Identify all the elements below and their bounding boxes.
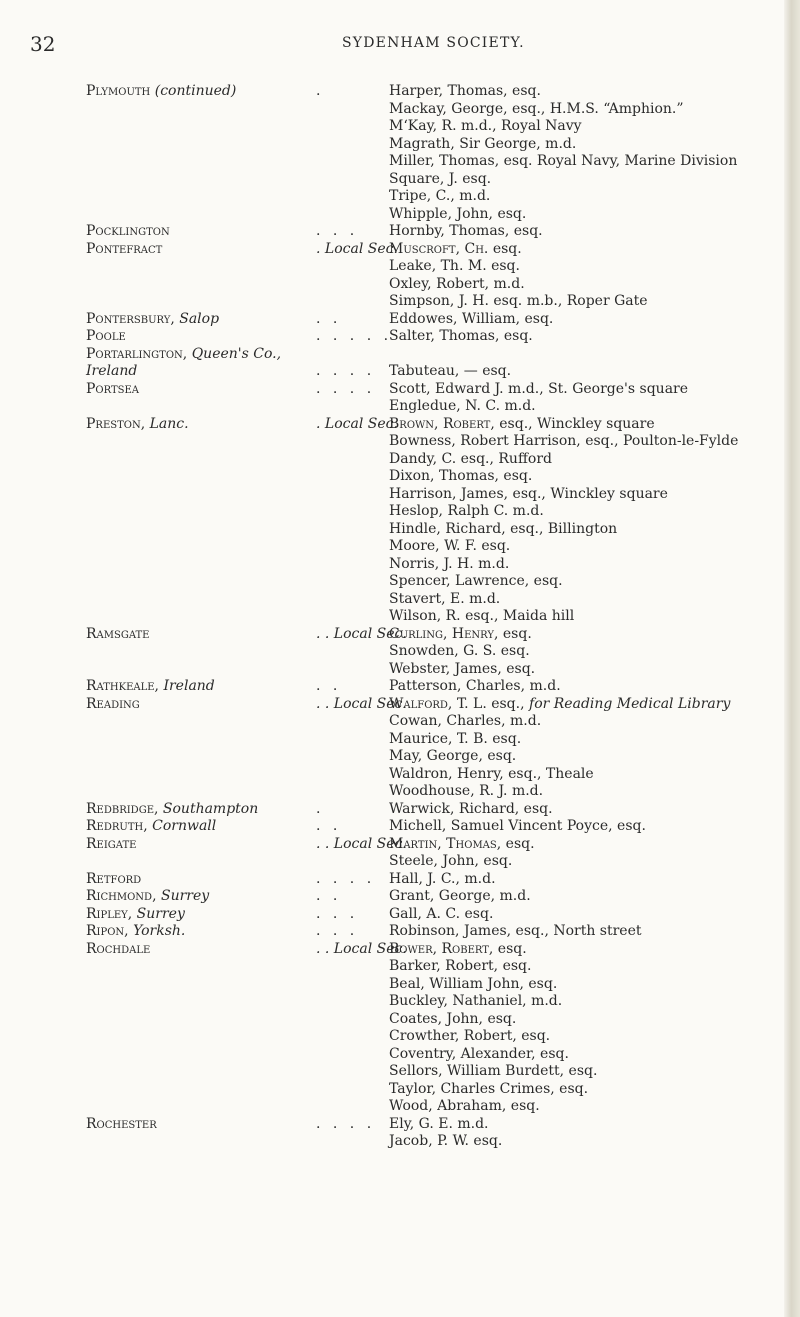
member-text: Moore, W. F. esq. [389,538,511,554]
member-text: Wilson, R. esq., Maida hill [389,608,575,624]
leader: . . Local Sec. [316,835,407,852]
place-name [86,888,209,906]
place-name [86,241,162,259]
member-text: Woodhouse, R. J. m.d. [389,783,544,799]
member-text: Dixon, Thomas, esq. [389,468,533,484]
member-text: Square, J. esq. [389,170,492,187]
leader: . [316,800,325,817]
member-text: Magrath, Sir George, m.d. [389,135,577,152]
list-item [86,818,786,836]
member-name [389,906,493,924]
list-item [86,398,786,416]
member-text: Eddowes, William, esq. [389,310,554,327]
list-item [86,993,786,1011]
place-qualifier: Queen's Co., [191,345,282,362]
member-name [389,1133,502,1151]
list-item [86,223,786,241]
place-name [86,836,136,854]
local-secretary-name: Walford, T. L. [389,695,487,712]
member-text: Harrison, James, esq., Winckley square [389,485,668,502]
list-item [86,1011,786,1029]
place-label: Pontefract [86,240,163,257]
list-item [86,958,786,976]
place-name [86,416,189,434]
list-item [86,1081,786,1099]
place-name [86,923,185,941]
place-name [86,311,219,329]
member-text: Salter, Thomas, esq. [389,328,533,344]
member-name [389,241,522,259]
member-text: Stavert, E. m.d. [389,590,501,607]
place-label: Rochester [86,1115,157,1132]
member-text: Maurice, T. B. esq. [389,730,522,747]
member-name [389,818,646,836]
member-name [389,1046,569,1064]
place-qualifier: Ireland [163,678,215,694]
member-note: for Reading Medical Library [524,695,731,712]
page-number: 32 [30,32,56,56]
place-label: Portarlington, [86,345,188,362]
member-name [389,836,535,854]
place-qualifier: Lanc. [149,415,189,432]
local-secretary-name: Bower, Robert, [389,940,494,957]
list-item [86,871,786,889]
list-item [86,906,786,924]
leader: . . [316,678,342,694]
list-item [86,293,786,311]
member-text: Patterson, Charles, m.d. [389,678,561,694]
place-label: Retford [86,870,142,887]
member-name [389,731,521,749]
leader: . Local Sec. [316,415,398,432]
member-name [389,276,525,294]
member-name [389,486,668,504]
place-name [86,678,215,696]
place-name [86,696,140,714]
list-item [86,888,786,906]
member-text: Mackay, George, esq., H.M.S. “Amphion.” [389,100,684,117]
member-text: Beal, William John, esq. [389,975,558,992]
leader: . . . . . [316,328,393,344]
place-qualifier: Ireland [86,363,138,379]
list-item [86,206,786,224]
leader: . . . . [316,870,376,887]
leader: . . . [316,223,359,239]
list-item [86,573,786,591]
member-name [389,696,730,714]
list-item [86,346,786,364]
list-item [86,83,786,101]
place-name [86,223,170,241]
member-name [389,468,532,486]
list-item [86,783,786,801]
member-name [389,661,535,679]
place-qualifier: Surrey [160,888,210,904]
member-text: Engledue, N. C. m.d. [389,398,536,414]
list-item [86,626,786,644]
member-name [389,521,617,539]
list-item [86,188,786,206]
member-name [389,451,552,469]
member-name [389,993,562,1011]
list-item [86,241,786,259]
place-label: Poole [86,328,126,344]
list-item [86,1098,786,1116]
member-name [389,643,530,661]
list-item [86,171,786,189]
list-item [86,941,786,959]
member-text: Oxley, Robert, m.d. [389,275,525,292]
leader: . . . . [316,1115,376,1132]
member-text: Coventry, Alexander, esq. [389,1045,569,1062]
leader: . . [316,818,342,834]
list-item [86,416,786,434]
member-text: Dandy, C. esq., Rufford [389,450,552,467]
member-name [389,258,520,276]
member-name [389,328,533,346]
local-secretary-name: Curling, Henry, [389,625,499,642]
leader: . . . [316,923,359,939]
member-text: Leake, Th. M. esq. [389,258,520,274]
leader: . . . . [316,363,376,379]
list-item [86,136,786,154]
list-item [86,538,786,556]
local-secretary-name: Muscroft, Ch. [389,240,489,257]
member-name [389,311,553,329]
member-text: Tabuteau, — esq. [389,363,512,379]
list-item [86,153,786,171]
list-item [86,661,786,679]
member-name [389,118,582,136]
member-text: Simpson, J. H. esq. m.b., Roper Gate [389,293,648,309]
member-name [389,136,576,154]
subscriber-list [86,83,786,1151]
list-item [86,976,786,994]
place-label: Ramsgate [86,625,150,642]
member-name [389,1028,550,1046]
list-item [86,731,786,749]
member-text: Sellors, William Burdett, esq. [389,1063,598,1079]
list-item [86,1063,786,1081]
member-name [389,958,531,976]
place-label: Pocklington [86,223,170,239]
member-name [389,381,688,399]
place-qualifier: Southampton [162,800,259,817]
leader: . Local Sec. [316,240,398,257]
place-label: Rathkeale, [86,678,159,694]
member-name [389,433,738,451]
list-item [86,678,786,696]
member-name [389,153,737,171]
member-name [389,888,531,906]
list-item [86,836,786,854]
member-name [389,1063,597,1081]
place-qualifier: Salop [179,310,220,327]
place-label: Rochdale [86,940,151,957]
place-label: Ripley, [86,905,133,922]
member-name [389,83,541,101]
member-name [389,101,684,119]
list-item [86,311,786,329]
member-text: Barker, Robert, esq. [389,958,532,974]
list-item [86,608,786,626]
running-title: SYDENHAM SOCIETY. [342,35,525,51]
place-name [86,346,281,364]
member-text: Cowan, Charles, m.d. [389,713,542,729]
member-name [389,416,655,434]
place-label: Richmond, [86,888,157,904]
place-name [86,328,126,346]
list-item [86,503,786,521]
member-text: Steele, John, esq. [389,853,513,869]
member-name [389,503,544,521]
place-qualifier: (continued) [154,83,237,99]
list-item [86,1133,786,1151]
member-name [389,853,512,871]
list-item [86,451,786,469]
list-item [86,766,786,784]
place-qualifier: Surrey [136,905,185,922]
list-item [86,276,786,294]
list-item [86,923,786,941]
member-name [389,783,543,801]
member-text: Crowther, Robert, esq. [389,1028,551,1044]
member-name [389,766,594,784]
member-name [389,1081,588,1099]
member-name [389,976,557,994]
member-name [389,626,532,644]
member-text: Heslop, Ralph C. m.d. [389,503,544,519]
local-secretary-name: Brown, Robert, [389,415,495,432]
member-text: Scott, Edward J. m.d., St. George's square [389,380,689,397]
member-name [389,1116,489,1134]
member-name [389,591,500,609]
member-name [389,871,496,889]
leader: . . Local Sec. [316,625,407,642]
list-item [86,328,786,346]
member-text: Warwick, Richard, esq. [389,800,553,817]
member-text: Hindle, Richard, esq., Billington [389,520,618,537]
member-name [389,941,527,959]
member-text: esq., [486,695,525,712]
list-item [86,1116,786,1134]
member-name [389,1011,516,1029]
member-text: esq. [501,835,535,852]
list-item [86,521,786,539]
member-text: esq. [488,240,522,257]
member-text: Whipple, John, esq. [389,205,527,222]
leader: . . . . [316,380,376,397]
member-name [389,678,561,696]
list-item [86,1028,786,1046]
list-item [86,713,786,731]
member-text: Miller, Thomas, esq. Royal Navy, Marine Division [389,153,738,169]
member-text: May, George, esq. [389,748,517,764]
list-item [86,556,786,574]
place-label: Redbridge, [86,800,159,817]
place-name [86,1116,157,1134]
list-item [86,381,786,399]
local-secretary-name: Martin, Thomas, [389,835,502,852]
place-name [86,363,137,381]
place-name [86,906,185,924]
place-name [86,83,236,101]
member-text: Norris, J. H. m.d. [389,555,510,572]
member-text: esq., Winckley square [494,415,655,432]
place-name [86,801,258,819]
member-text: Michell, Samuel Vincent Poyce, esq. [389,818,646,834]
list-item [86,643,786,661]
place-qualifier: Cornwall [152,818,217,834]
member-text: Harper, Thomas, esq. [389,83,541,99]
member-name [389,801,553,819]
place-label: Portsea [86,380,140,397]
member-name [389,608,574,626]
leader: . . [316,310,342,327]
list-item [86,101,786,119]
place-label: Pontersbury, [86,310,175,327]
member-text: Buckley, Nathaniel, m.d. [389,993,563,1009]
place-label: Redruth, [86,818,148,834]
member-name [389,923,642,941]
member-text: Waldron, Henry, esq., Theale [389,765,594,782]
leader: . [316,83,325,99]
member-name [389,293,648,311]
member-name [389,1098,540,1116]
member-text: Hall, J. C., m.d. [389,870,496,887]
place-label: Preston, [86,415,146,432]
member-text: Spencer, Lawrence, esq. [389,573,563,589]
member-text: Webster, James, esq. [389,660,536,677]
member-name [389,223,543,241]
list-item [86,1046,786,1064]
leader: . . Local Sec. [316,695,407,712]
member-name [389,713,541,731]
member-text: Robinson, James, esq., North street [389,923,642,939]
member-text: Wood, Abraham, esq. [389,1098,540,1114]
member-text: Bowness, Robert Harrison, esq., Poulton-le-Fylde [389,433,739,449]
list-item [86,363,786,381]
member-name [389,363,511,381]
member-name [389,538,510,556]
member-text: Grant, George, m.d. [389,888,531,904]
member-text: Gall, A. C. esq. [389,905,494,922]
member-text: Hornby, Thomas, esq. [389,223,543,239]
member-name [389,171,491,189]
member-text: M‘Kay, R. m.d., Royal Navy [389,118,582,134]
place-label: Plymouth [86,83,151,99]
list-item [86,118,786,136]
list-item [86,258,786,276]
member-name [389,748,516,766]
place-name [86,626,150,644]
place-name [86,871,141,889]
leader: . . Local Sec. [316,940,407,957]
member-text: Jacob, P. W. esq. [389,1133,503,1149]
member-name [389,573,563,591]
list-item [86,468,786,486]
member-name [389,398,536,416]
member-text: Tripe, C., m.d. [389,188,491,204]
list-item [86,748,786,766]
place-name [86,818,216,836]
member-text: esq. [493,940,527,957]
place-qualifier: Yorksh. [133,923,186,939]
leader: . . . [316,905,359,922]
member-text: esq. [498,625,532,642]
place-label: Reigate [86,835,137,852]
list-item [86,486,786,504]
member-name [389,556,509,574]
place-label: Reading [86,695,140,712]
place-label: Ripon, [86,923,129,939]
list-item [86,591,786,609]
place-name [86,941,150,959]
list-item [86,433,786,451]
member-text: Ely, G. E. m.d. [389,1115,489,1132]
member-name [389,206,526,224]
list-item [86,696,786,714]
page-header [30,32,740,54]
member-name [389,188,490,206]
list-item [86,853,786,871]
page-edge [784,0,800,1317]
place-name [86,381,139,399]
member-text: Snowden, G. S. esq. [389,643,530,659]
leader: . . [316,888,342,904]
member-text: Coates, John, esq. [389,1010,517,1027]
member-text: Taylor, Charles Crimes, esq. [389,1080,589,1097]
list-item [86,801,786,819]
